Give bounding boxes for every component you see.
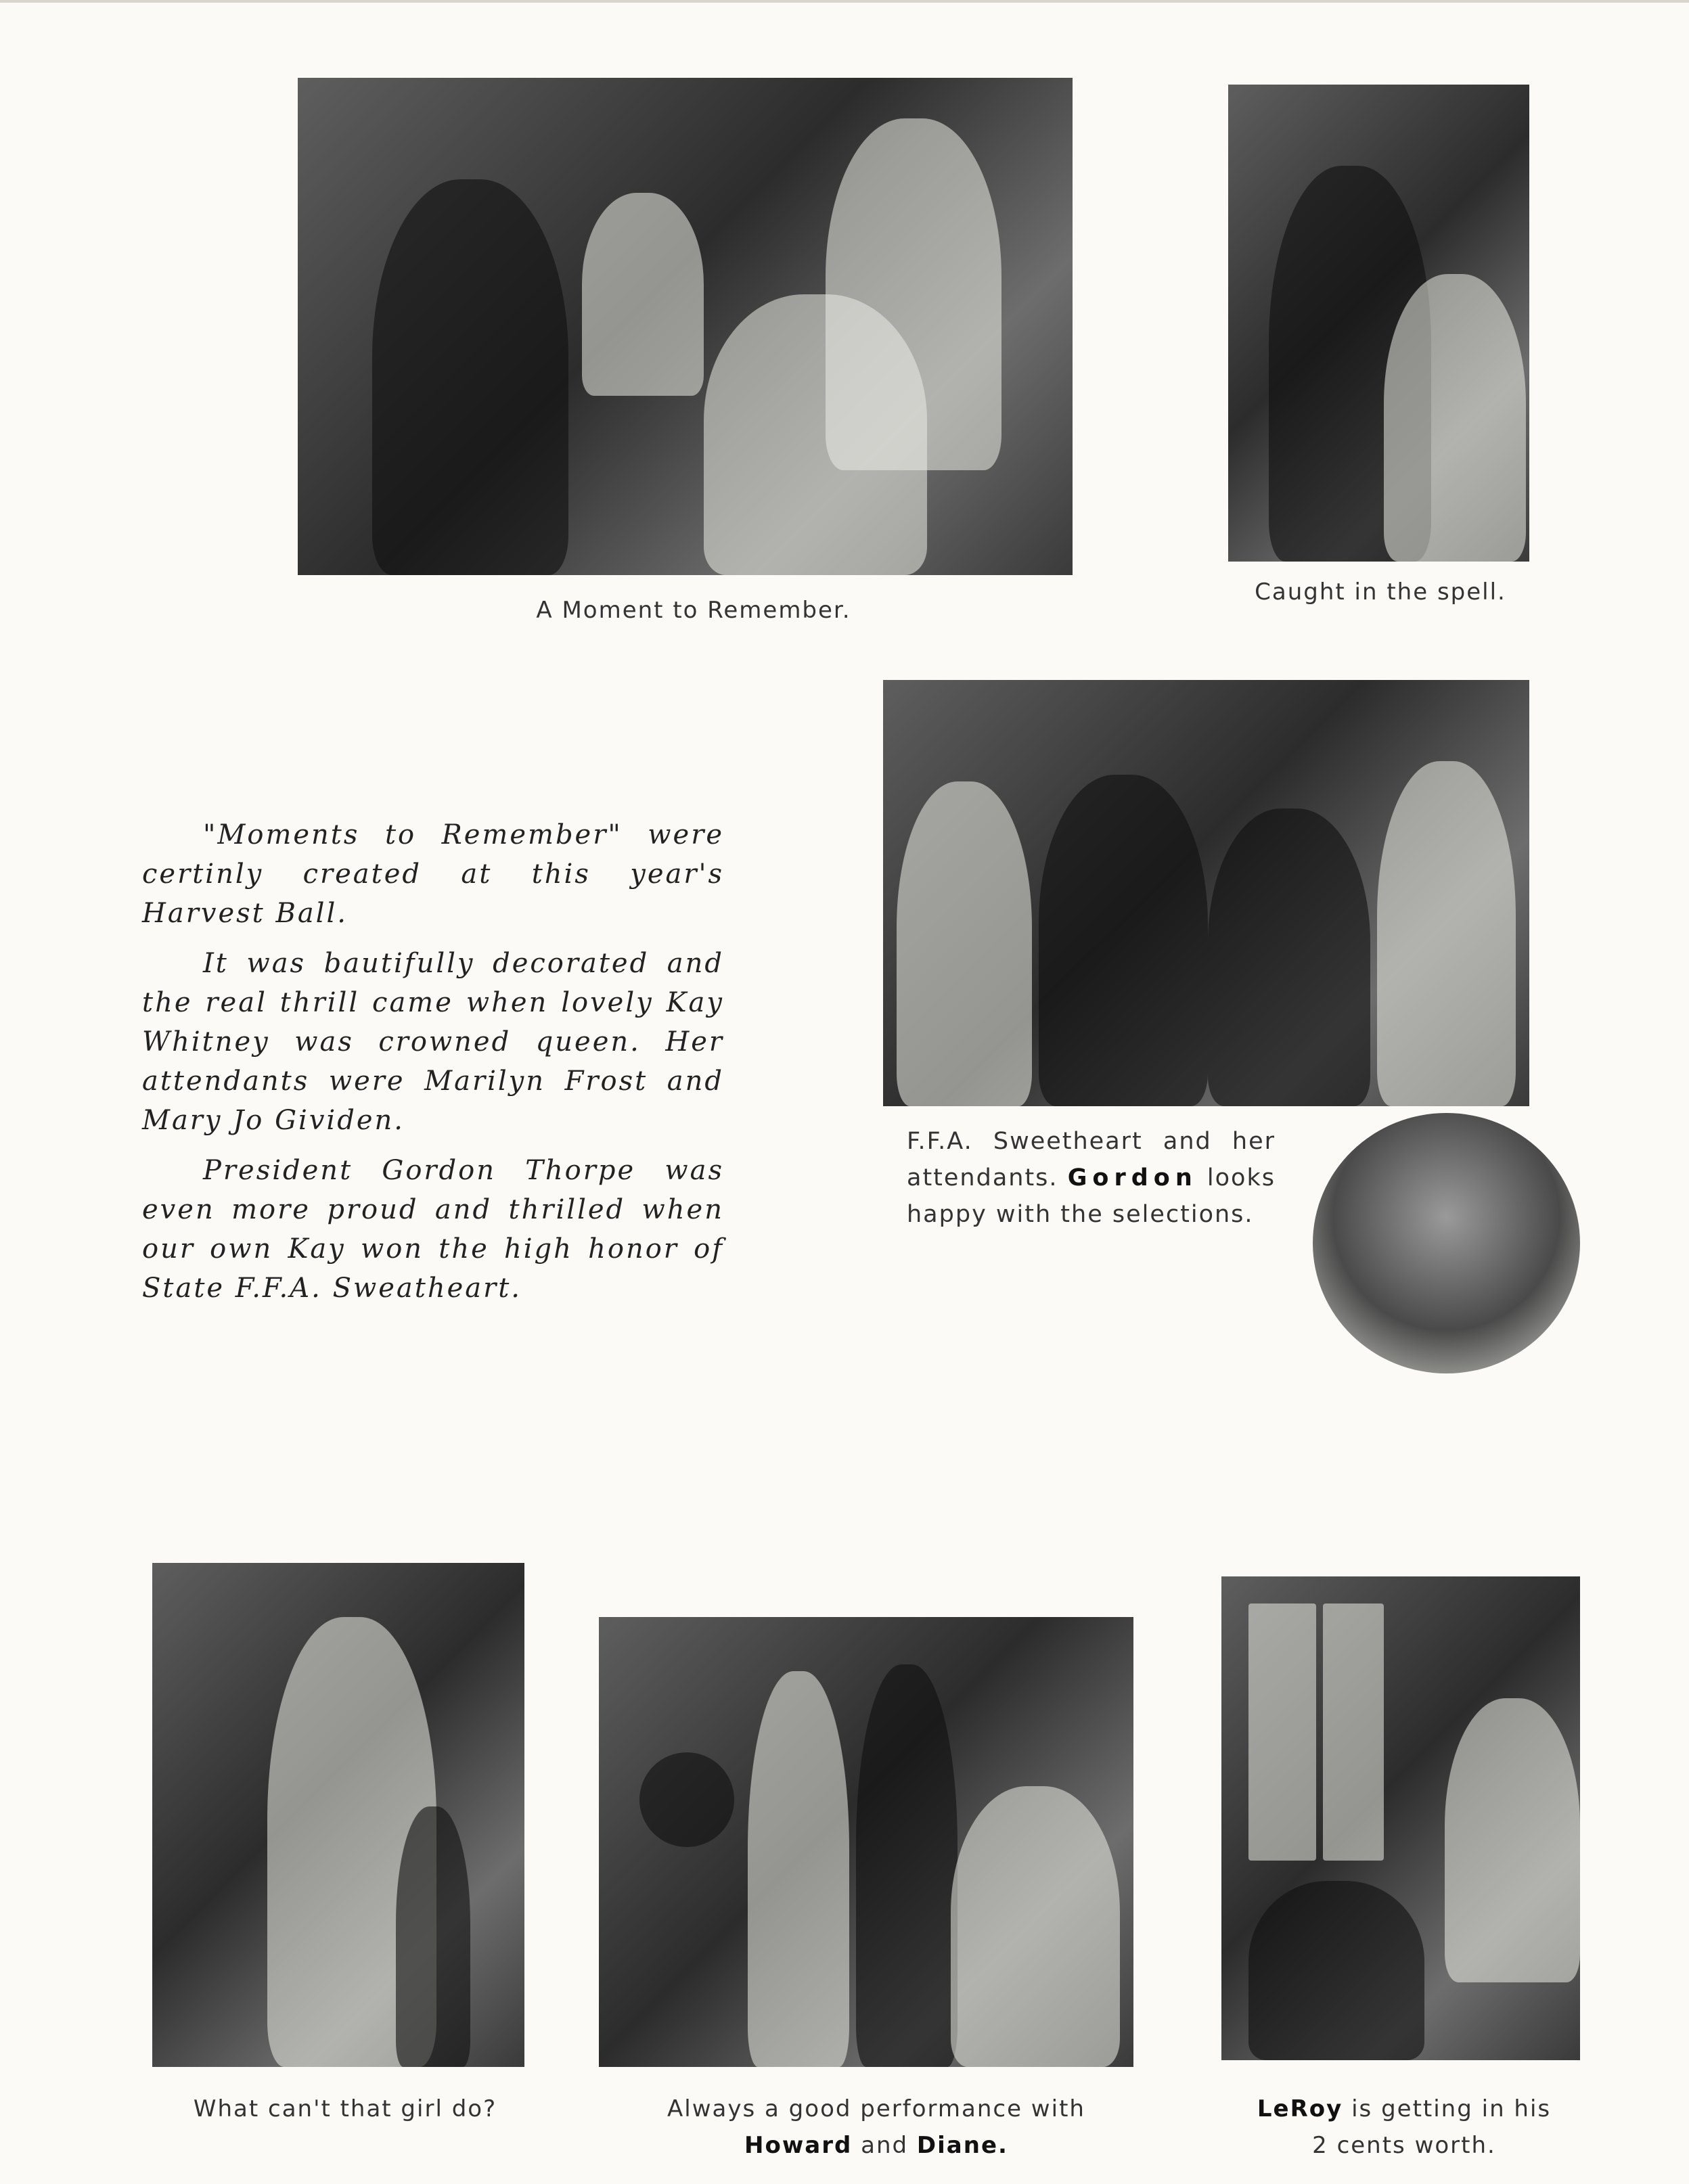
photo-bus-stop-performance: [599, 1617, 1133, 2067]
photo-caught-in-the-spell: [1228, 85, 1529, 562]
photo-portrait-circle: [1313, 1113, 1580, 1373]
caption-leroy-line1: is getting in his: [1351, 2095, 1552, 2122]
caption-ffa-part1: F.F.A. Sweetheart and her attendants.: [907, 1128, 1276, 1191]
caption-leroy-line2: 2 cents worth.: [1312, 2132, 1496, 2159]
article-paragraph-2: It was bautifully decorated and the real thrill came when lovely Kay Whitney was crowned queen. Her attendants were Marilyn Frost and Mary Jo Gividen.: [142, 948, 724, 1136]
photo-ffa-sweetheart-attendants: [883, 680, 1529, 1106]
photo-leroy-booth: [1221, 1576, 1580, 2060]
article-paragraph-1: "Moments to Remember" were certinly created at this year's Harvest Ball.: [142, 819, 724, 929]
caption-ffa-part2: looks happy with the selections.: [907, 1164, 1276, 1228]
caption-performance-name1: Howard: [744, 2132, 853, 2159]
photo-girl-on-stage: [152, 1563, 524, 2067]
photo-moment-to-remember: [298, 78, 1073, 575]
caption-moment-to-remember: A Moment to Remember.: [536, 597, 851, 624]
caption-ffa-sweetheart: [907, 1123, 1276, 1233]
caption-leroy-name: LeRoy: [1257, 2095, 1343, 2122]
page-top-edge: [0, 0, 1689, 3]
article-text: [142, 815, 724, 1319]
caption-performance-and: and: [861, 2132, 909, 2159]
caption-performance-name2: Diane.: [916, 2132, 1008, 2159]
caption-leroy: [1225, 2091, 1583, 2164]
caption-girl: What can't that girl do?: [193, 2095, 497, 2122]
caption-ffa-name: Gordon: [1067, 1164, 1198, 1191]
caption-performance-line1: Always a good performance with: [667, 2095, 1085, 2122]
article-paragraph-3: President Gordon Thorpe was even more proud and thrilled when our own Kay won the high honor of State F.F.A. Sweatheart.: [142, 1155, 724, 1304]
caption-caught-in-the-spell: Caught in the spell.: [1255, 578, 1506, 606]
caption-performance: [609, 2091, 1144, 2164]
